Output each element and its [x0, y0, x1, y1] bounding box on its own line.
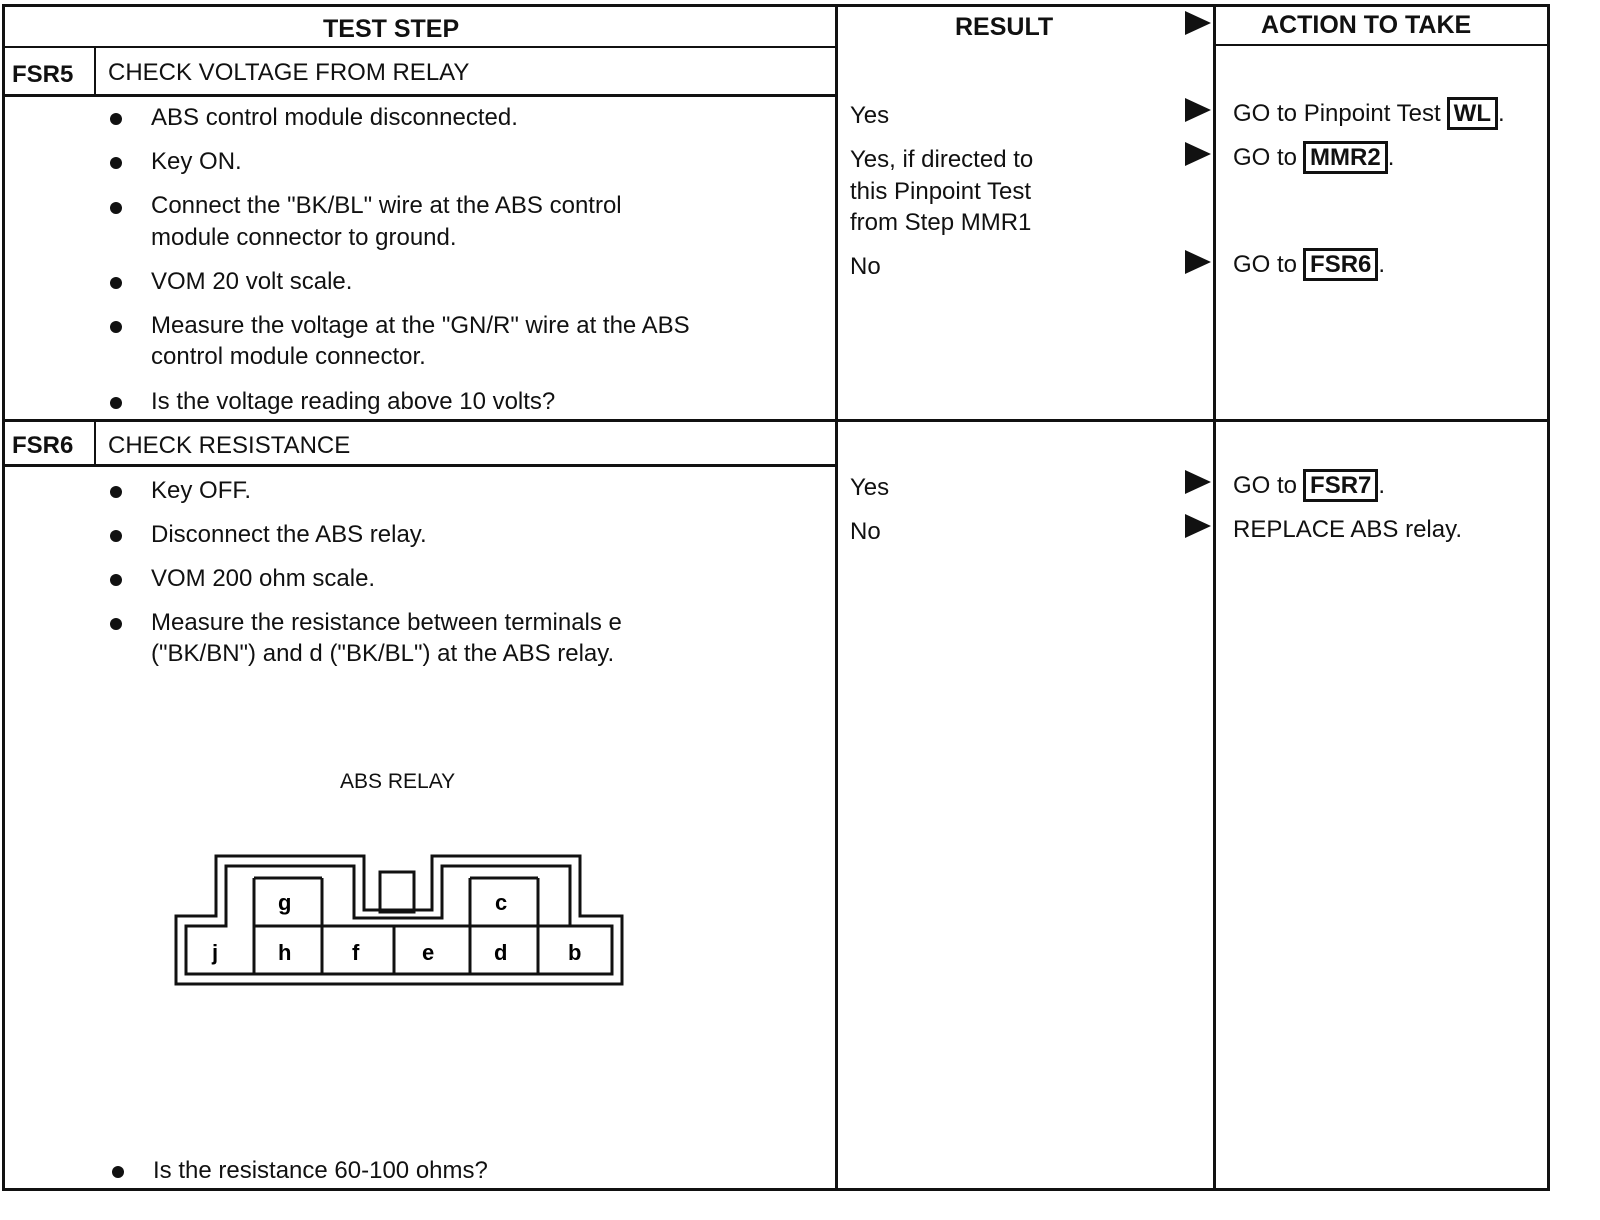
header-arrow-icon [1185, 11, 1211, 35]
table-border-top [2, 4, 1550, 7]
step-fsr5-bullet: Is the voltage reading above 10 volts? [151, 388, 556, 415]
result-no: No [850, 253, 881, 280]
arrow-icon [1185, 98, 1211, 122]
bullet-icon [110, 574, 122, 586]
bullet-icon [110, 202, 122, 214]
ref-box-fsr7: FSR7 [1303, 469, 1378, 502]
result-yes: Yes [850, 102, 890, 129]
bullet-icon [110, 157, 122, 169]
column-divider-2 [1213, 4, 1216, 1191]
step-fsr5-bullet-cont: control module connector. [151, 343, 426, 370]
bullet-icon [110, 530, 122, 542]
relay-pin-g: g [278, 890, 292, 915]
table-border-right [1547, 4, 1550, 1191]
step-fsr5-code-divider [94, 47, 96, 97]
relay-pin-h: h [278, 940, 292, 965]
step-fsr6-title-rule [2, 464, 838, 467]
header-result: RESULT [955, 13, 1054, 41]
step-fsr6-bullet: Measure the resistance between terminals e [151, 609, 622, 636]
relay-pin-e: e [422, 940, 435, 965]
arrow-icon [1185, 142, 1211, 166]
header-rule-action [1213, 44, 1550, 46]
bullet-icon [110, 397, 122, 409]
result-no: No [850, 518, 881, 545]
arrow-icon [1185, 470, 1211, 494]
ref-box-fsr6: FSR6 [1303, 248, 1378, 281]
header-test-step: TEST STEP [323, 15, 460, 43]
step-fsr6-code: FSR6 [12, 432, 74, 459]
arrow-icon [1185, 250, 1211, 274]
step-fsr6-code-divider [94, 420, 96, 466]
arrow-icon [1185, 514, 1211, 538]
step-fsr6-bullet: Disconnect the ABS relay. [151, 521, 427, 548]
step-fsr5-bullet: Key ON. [151, 148, 242, 175]
table-border-left [2, 4, 5, 1191]
relay-pin-f: f [352, 940, 360, 965]
step-fsr6-title: CHECK RESISTANCE [108, 432, 351, 459]
step-fsr5-title-rule [2, 94, 838, 97]
action-go-to-fsr6: GO to FSR6 . [1233, 249, 1385, 281]
result-yes-directed: from Step MMR1 [850, 209, 1032, 236]
step-fsr5-bullet: Connect the "BK/BL" wire at the ABS control [151, 192, 622, 219]
table-border-bottom [2, 1188, 1550, 1191]
step-fsr5-code: FSR5 [12, 61, 74, 88]
step-fsr6-bullet: VOM 200 ohm scale. [151, 565, 376, 592]
bullet-icon [110, 486, 122, 498]
action-go-to-mmr2: GO to MMR2 . [1233, 142, 1394, 174]
action-go-to-fsr7: GO to FSR7 . [1233, 470, 1385, 502]
ref-box-mmr2: MMR2 [1303, 141, 1388, 174]
step-separator [2, 419, 1550, 422]
step-fsr5-title: CHECK VOLTAGE FROM RELAY [108, 59, 470, 86]
relay-pin-c: c [495, 890, 508, 915]
relay-pin-d: d [494, 940, 508, 965]
bullet-icon [110, 113, 122, 125]
result-yes: Yes [850, 474, 890, 501]
step-fsr6-bullet: Is the resistance 60-100 ohms? [153, 1157, 488, 1184]
bullet-icon [110, 618, 122, 630]
action-go-to-wl: GO to Pinpoint Test WL . [1233, 98, 1505, 130]
result-yes-directed: Yes, if directed to [850, 146, 1034, 173]
step-fsr6-bullet: Key OFF. [151, 477, 252, 504]
abs-relay-connector-diagram [170, 850, 630, 990]
diagram-title: ABS RELAY [340, 770, 456, 793]
step-fsr6-bullet-cont: ("BK/BN") and d ("BK/BL") at the ABS relay. [151, 640, 615, 667]
step-fsr5-bullet: ABS control module disconnected. [151, 104, 518, 131]
header-rule [2, 46, 838, 48]
bullet-icon [110, 277, 122, 289]
column-divider-1 [835, 4, 838, 1191]
relay-pin-j: j [212, 940, 219, 965]
step-fsr5-bullet: Measure the voltage at the "GN/R" wire at the ABS [151, 312, 690, 339]
header-action: ACTION TO TAKE [1261, 11, 1472, 39]
step-fsr5-bullet: VOM 20 volt scale. [151, 268, 353, 295]
bullet-icon [112, 1166, 124, 1178]
action-replace-relay: REPLACE ABS relay. [1233, 516, 1462, 543]
relay-pin-b: b [568, 940, 582, 965]
bullet-icon [110, 321, 122, 333]
step-fsr5-bullet-cont: module connector to ground. [151, 224, 457, 251]
result-yes-directed: this Pinpoint Test [850, 178, 1031, 205]
ref-box-wl: WL [1447, 97, 1498, 130]
